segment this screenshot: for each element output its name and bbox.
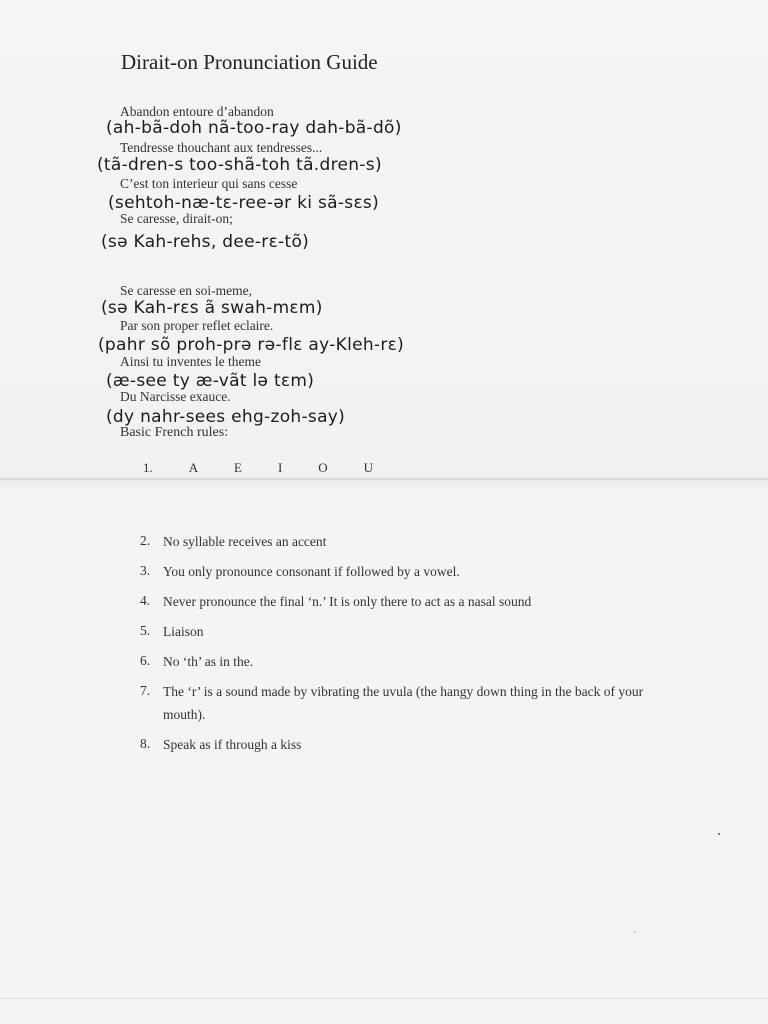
verse-line-1: Abandon entoure d’abandon xyxy=(120,104,274,119)
phonetic-line-2: (tã-dren-s too-shã-toh tã.dren-s) xyxy=(97,155,382,175)
vowel-u: U xyxy=(363,460,373,475)
vowel-a: A xyxy=(188,460,199,475)
verse-line-8: Du Narcisse exauce. xyxy=(120,389,231,404)
rule-number: 3. xyxy=(140,563,151,578)
page-title: Dirait-on Pronunciation Guide xyxy=(121,50,378,74)
phonetic-line-6: (pahr sõ proh-prə rə-flɛ ay-Kleh-rɛ) xyxy=(98,335,405,355)
verse-line-4: Se caresse, dirait-on; xyxy=(120,211,233,226)
rule-item xyxy=(140,652,680,673)
rule-item xyxy=(140,592,680,613)
rule-item xyxy=(140,622,680,643)
rules-heading: Basic French rules: xyxy=(120,425,229,440)
rule-1-number: 1. xyxy=(143,460,153,475)
rule-text: Liaison xyxy=(163,623,204,639)
rule-text: No ‘th’ as in the. xyxy=(163,653,254,669)
verse-line-7: Ainsi tu inventes le theme xyxy=(120,354,261,369)
phonetic-line-7: (æ-see ty æ-vãt lə tɛm) xyxy=(106,371,315,391)
vowel-e: E xyxy=(234,460,242,475)
rule-number: 6. xyxy=(140,653,151,668)
rule-number: 2. xyxy=(140,533,151,548)
paper-bottom-edge xyxy=(0,998,768,999)
rule-item xyxy=(140,532,680,553)
rule-text: Speak as if through a kiss xyxy=(163,736,302,752)
phonetic-line-1: (ah-bã-doh nã-too-ray dah-bã-dõ) xyxy=(106,118,402,138)
rule-number: 4. xyxy=(140,593,151,608)
verse-line-2: Tendresse thouchant aux tendresses... xyxy=(120,140,323,155)
rule-number: 7. xyxy=(140,683,151,698)
scan-speck xyxy=(718,833,720,835)
rule-text: You only pronounce consonant if followed by a vowel. xyxy=(163,563,460,579)
vowel-i: I xyxy=(277,460,283,475)
rule-item xyxy=(140,735,680,756)
rule-text: No syllable receives an accent xyxy=(163,533,327,549)
paper-fold-line xyxy=(0,478,768,480)
verse-line-3: C’est ton interieur qui sans cesse xyxy=(120,176,298,191)
rule-text: Never pronounce the final ‘n.’ It is only there to act as a nasal sound xyxy=(163,593,532,609)
phonetic-line-5: (sə Kah-rɛs ã swah-mɛm) xyxy=(101,298,323,318)
rule-number: 5. xyxy=(140,623,151,638)
rule-1-vowels xyxy=(143,460,373,476)
vowel-o: O xyxy=(318,460,328,475)
rule-text: The ‘r’ is a sound made by vibrating the uvula (the hangy down thing in the back of your mouth). xyxy=(163,683,644,722)
rule-item xyxy=(140,682,680,726)
scan-speck xyxy=(634,931,635,932)
phonetic-line-8: (dy nahr-sees ehg-zoh-say) xyxy=(106,407,346,427)
rule-item xyxy=(140,562,680,583)
verse-line-5: Se caresse en soi-meme, xyxy=(120,283,252,298)
phonetic-line-3: (sehtoh-næ-tɛ-ree-ər ki sã-sɛs) xyxy=(108,193,380,213)
rules-list xyxy=(140,532,680,765)
verse-line-6: Par son proper reflet eclaire. xyxy=(120,318,274,333)
rule-number: 8. xyxy=(140,736,151,751)
phonetic-line-4: (sə Kah-rehs, dee-rɛ-tõ) xyxy=(101,232,310,252)
